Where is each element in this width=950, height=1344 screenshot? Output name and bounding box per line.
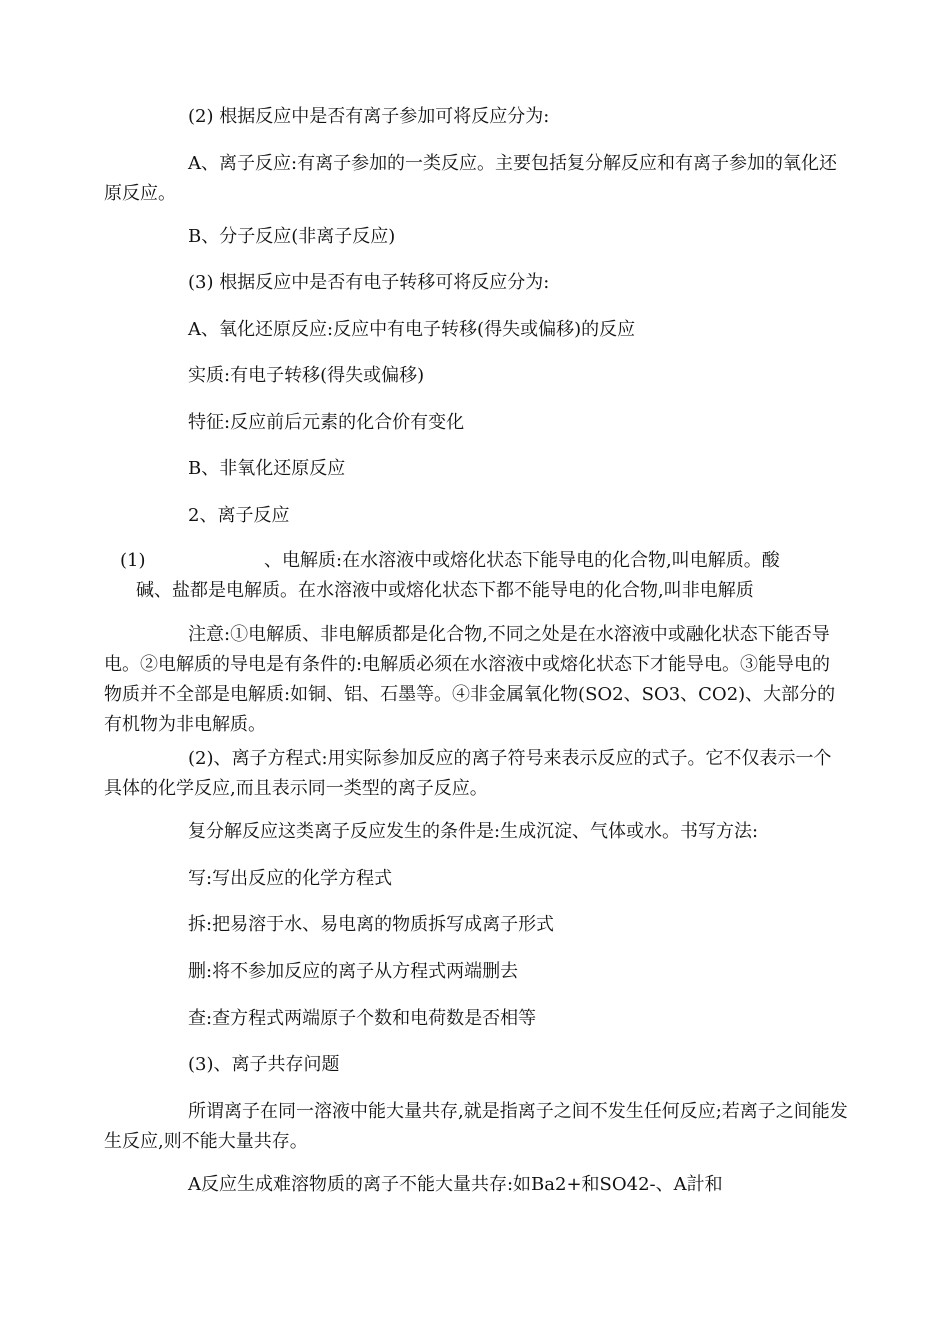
electrolyte-line-1: 、电解质:在水溶液中或熔化状态下能导电的化合物,叫电解质。酸 xyxy=(264,550,780,571)
paragraph-electron-transfer-classification: (3) 根据反应中是否有电子转移可将反应分为: xyxy=(188,272,550,293)
paragraph-note: 注意:①电解质、非电解质都是化合物,不同之处是在水溶液中或融化状态下能否导电。②电解质的导电是有条件的:电解质必须在水溶液中或熔化状态下才能导电。③能导电的物质并不全部是电解质:如铜、铝、石墨等。④非金属氧化物(SO2、SO3、CO2)、大部分的有机物为非电解质。 xyxy=(104,624,836,735)
paragraph-step-write: 写:写出反应的化学方程式 xyxy=(188,868,393,889)
paragraph-step-check: 查:查方程式两端原子个数和电荷数是否相等 xyxy=(188,1008,537,1029)
paragraph-molecular-reaction: B、分子反应(非离子反应) xyxy=(188,226,396,247)
paragraph-step-delete: 删:将不参加反应的离子从方程式两端删去 xyxy=(188,961,519,982)
paragraph-feature: 特征:反应前后元素的化合价有变化 xyxy=(188,412,465,433)
paragraph-ionic-reaction: A、离子反应:有离子参加的一类反应。主要包括复分解反应和有离子参加的氧化还原反应。 xyxy=(104,153,838,204)
paragraph-redox-reaction: A、氧化还原反应:反应中有电子转移(得失或偏移)的反应 xyxy=(188,319,636,340)
electrolyte-number: (1) xyxy=(120,550,146,571)
paragraph-double-decomposition: 复分解反应这类离子反应发生的条件是:生成沉淀、气体或水。书写方法: xyxy=(188,821,759,842)
paragraph-essence: 实质:有电子转移(得失或偏移) xyxy=(188,365,425,386)
section-heading-ionic-reaction: 2、离子反应 xyxy=(188,505,290,526)
paragraph-step-split: 拆:把易溶于水、易电离的物质拆写成离子形式 xyxy=(188,914,555,935)
paragraph-non-redox: B、非氧化还原反应 xyxy=(188,458,346,479)
paragraph-reaction-ion-classification: (2) 根据反应中是否有离子参加可将反应分为: xyxy=(188,106,550,127)
paragraph-insoluble-example: A反应生成难溶物质的离子不能大量共存:如Ba2+和SO42-、A計和 xyxy=(188,1174,723,1195)
paragraph-ion-coexistence: (3)、离子共存问题 xyxy=(188,1054,340,1075)
electrolyte-line-2: 碱、盐都是电解质。在水溶液中或熔化状态下都不能导电的化合物,叫非电解质 xyxy=(136,580,754,601)
paragraph-coexistence-definition: 所谓离子在同一溶液中能大量共存,就是指离子之间不发生任何反应;若离子之间能发生反应,则不能大量共存。 xyxy=(104,1101,848,1152)
paragraph-ionic-equation: (2)、离子方程式:用实际参加反应的离子符号来表示反应的式子。它不仅表示一个具体的化学反应,而且表示同一类型的离子反应。 xyxy=(104,748,832,799)
